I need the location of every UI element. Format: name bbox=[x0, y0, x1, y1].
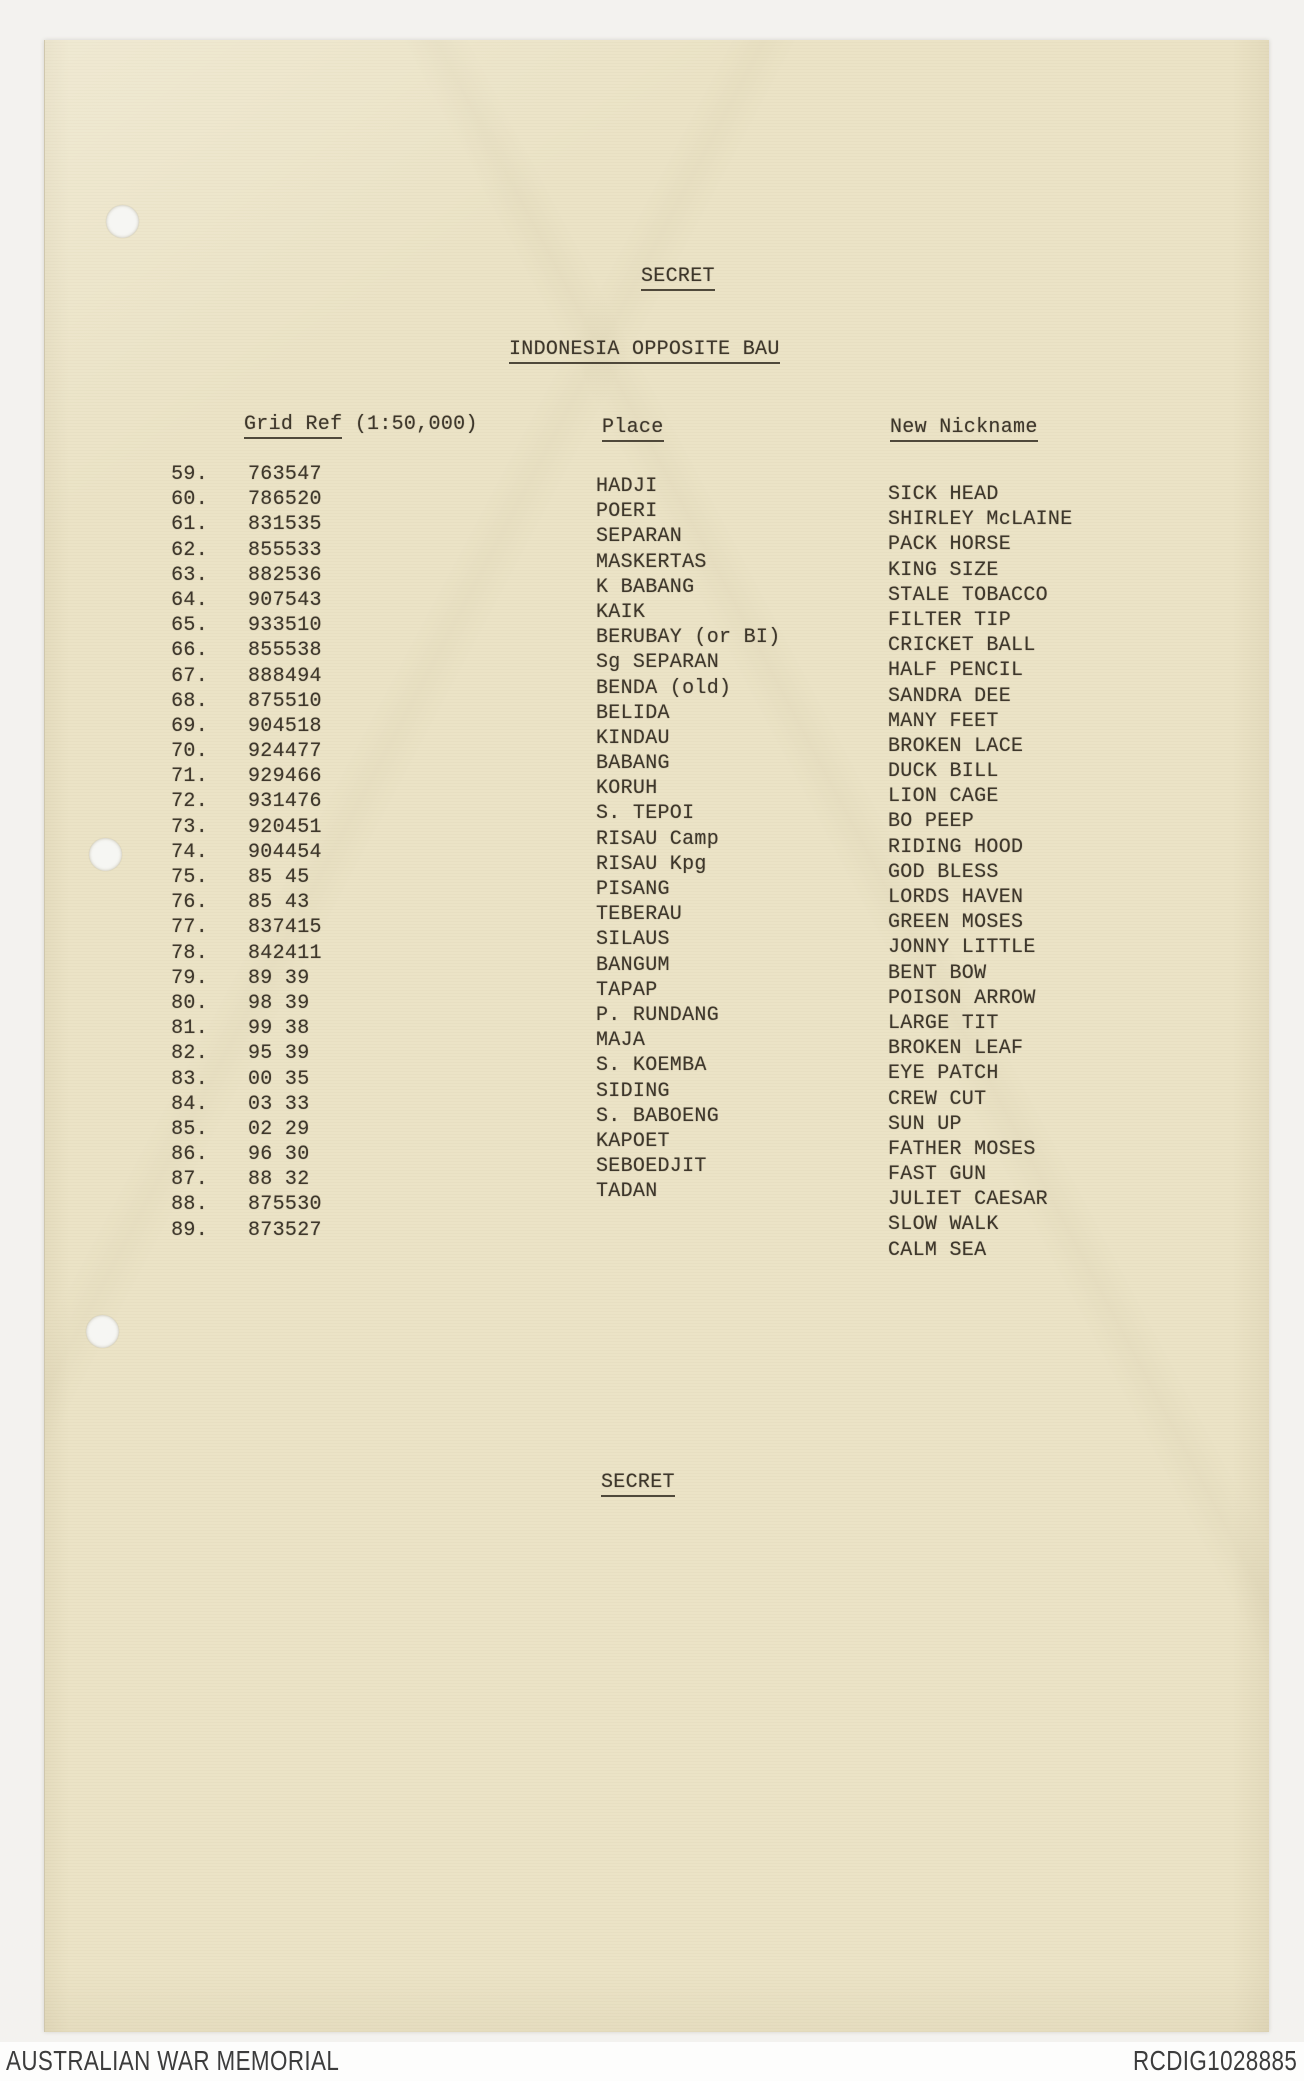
row-number: 71. bbox=[171, 765, 208, 789]
grid-ref-value: 904454 bbox=[248, 840, 322, 864]
row-number: 69. bbox=[171, 714, 208, 738]
grid-ref-value: 03 33 bbox=[248, 1092, 310, 1116]
place-name: MAJA bbox=[596, 1029, 646, 1053]
document-title-text: INDONESIA OPPOSITE BAU bbox=[509, 338, 780, 364]
nickname-value: LION CAGE bbox=[888, 785, 999, 809]
row-number: 62. bbox=[171, 538, 208, 562]
place-name: SIDING bbox=[596, 1079, 670, 1103]
nickname-value: CALM SEA bbox=[888, 1238, 987, 1262]
grid-ref-row bbox=[168, 789, 322, 814]
grid-ref-row bbox=[168, 1192, 322, 1217]
grid-ref-row bbox=[168, 764, 322, 789]
place-name: TADAN bbox=[596, 1180, 658, 1204]
nickname-value: GREEN MOSES bbox=[888, 911, 1024, 935]
grid-ref-value: 85 43 bbox=[248, 891, 310, 915]
nickname-value: SANDRA DEE bbox=[888, 684, 1012, 708]
record-id: RCDIG1028885 bbox=[1132, 2045, 1297, 2076]
column-header-grid-ref bbox=[244, 412, 478, 437]
grid-ref-value: 842411 bbox=[248, 941, 322, 965]
grid-ref-row bbox=[168, 739, 322, 764]
grid-ref-value: 96 30 bbox=[248, 1143, 310, 1167]
grid-ref-value: 02 29 bbox=[248, 1117, 310, 1141]
nickname-column bbox=[888, 482, 1073, 1263]
grid-ref-value: 89 39 bbox=[248, 966, 310, 990]
row-number: 63. bbox=[171, 563, 208, 587]
grid-ref-row bbox=[168, 1067, 322, 1092]
grid-ref-value: 85 45 bbox=[248, 866, 310, 889]
classification-top-text: SECRET bbox=[641, 265, 715, 291]
grid-ref-value: 00 35 bbox=[248, 1067, 310, 1091]
grid-ref-row bbox=[168, 538, 322, 563]
grid-ref-value: 873527 bbox=[248, 1218, 322, 1242]
punch-hole-top bbox=[106, 205, 139, 238]
grid-ref-row bbox=[168, 689, 322, 714]
place-header-label: Place bbox=[602, 416, 664, 442]
nickname-value: DUCK BILL bbox=[888, 760, 999, 784]
grid-ref-row bbox=[168, 915, 322, 940]
place-name: SEBOEDJIT bbox=[596, 1155, 707, 1179]
grid-ref-row bbox=[168, 1142, 322, 1167]
punch-hole-middle bbox=[89, 838, 122, 871]
row-number: 79. bbox=[171, 966, 208, 990]
grid-ref-row bbox=[168, 865, 322, 890]
nickname-header-label: New Nickname bbox=[890, 416, 1038, 442]
grid-ref-row bbox=[168, 890, 322, 915]
place-name: BABANG bbox=[596, 752, 670, 776]
nickname-value: MANY FEET bbox=[888, 709, 999, 733]
place-name: MASKERTAS bbox=[596, 550, 707, 574]
place-name: BERUBAY (or BI) bbox=[596, 626, 781, 650]
nickname-value: FAST GUN bbox=[888, 1163, 987, 1187]
nickname-value: RIDING HOOD bbox=[888, 835, 1024, 859]
grid-ref-row bbox=[168, 1016, 322, 1041]
place-name: BELIDA bbox=[596, 701, 670, 725]
grid-ref-value: 786520 bbox=[248, 488, 322, 512]
grid-ref-value: 904518 bbox=[248, 714, 322, 738]
row-number: 89. bbox=[171, 1218, 208, 1242]
grid-ref-row bbox=[168, 588, 322, 613]
row-number: 68. bbox=[171, 689, 208, 713]
grid-ref-row bbox=[168, 991, 322, 1016]
nickname-value: BO PEEP bbox=[888, 810, 975, 834]
classification-bottom bbox=[601, 1470, 675, 1495]
nickname-value: CRICKET BALL bbox=[888, 634, 1036, 658]
place-name: S. BABOENG bbox=[596, 1104, 720, 1128]
row-number: 70. bbox=[171, 740, 208, 764]
place-name: KORUH bbox=[596, 777, 658, 801]
nickname-value: BROKEN LEAF bbox=[888, 1037, 1024, 1061]
grid-ref-row bbox=[168, 1092, 322, 1117]
place-name: BENDA (old) bbox=[596, 676, 732, 700]
row-number: 73. bbox=[171, 815, 208, 839]
place-name: P. RUNDANG bbox=[596, 1003, 720, 1027]
row-number: 81. bbox=[171, 1017, 208, 1041]
row-number: 74. bbox=[171, 840, 208, 864]
grid-ref-row bbox=[168, 840, 322, 865]
place-name: KAPOET bbox=[596, 1129, 670, 1153]
place-name: POERI bbox=[596, 500, 658, 524]
place-name: Sg SEPARAN bbox=[596, 651, 720, 675]
place-column bbox=[596, 474, 781, 1204]
nickname-value: EYE PATCH bbox=[888, 1062, 999, 1086]
grid-ref-value: 95 39 bbox=[248, 1042, 310, 1066]
grid-ref-value: 875530 bbox=[248, 1193, 322, 1217]
punch-hole-bottom bbox=[86, 1315, 119, 1348]
row-number: 82. bbox=[171, 1042, 208, 1066]
nickname-value: BROKEN LACE bbox=[888, 734, 1024, 758]
nickname-value: SHIRLEY McLAINE bbox=[888, 508, 1073, 532]
row-number: 86. bbox=[171, 1143, 208, 1167]
grid-ref-value: 924477 bbox=[248, 740, 322, 764]
place-name: S. TEPOI bbox=[596, 802, 695, 826]
grid-ref-value: 929466 bbox=[248, 765, 322, 789]
row-number: 60. bbox=[171, 488, 208, 512]
nickname-value: JONNY LITTLE bbox=[888, 936, 1036, 960]
place-name: PISANG bbox=[596, 878, 670, 901]
grid-ref-header-label: Grid Ref bbox=[244, 413, 342, 439]
nickname-value: CREW CUT bbox=[888, 1087, 987, 1111]
paper-sheet bbox=[44, 40, 1269, 2032]
grid-ref-value: 88 32 bbox=[248, 1168, 310, 1192]
column-header-nickname bbox=[890, 415, 1038, 440]
grid-ref-row bbox=[168, 1041, 322, 1066]
row-number: 66. bbox=[171, 639, 208, 663]
place-name: TAPAP bbox=[596, 978, 658, 1002]
grid-ref-row bbox=[168, 664, 322, 689]
row-number: 59. bbox=[171, 463, 208, 486]
grid-ref-value: 99 38 bbox=[248, 1017, 310, 1041]
nickname-value: LARGE TIT bbox=[888, 1011, 999, 1035]
grid-ref-value: 933510 bbox=[248, 614, 322, 638]
row-number: 76. bbox=[171, 891, 208, 915]
grid-ref-scale-label: (1:50,000) bbox=[342, 413, 478, 436]
classification-bottom-text: SECRET bbox=[601, 1471, 675, 1497]
grid-ref-value: 98 39 bbox=[248, 991, 310, 1015]
place-name: HADJI bbox=[596, 475, 658, 498]
place-name: KINDAU bbox=[596, 726, 670, 750]
place-name: SILAUS bbox=[596, 928, 670, 952]
nickname-value: JULIET CAESAR bbox=[888, 1188, 1048, 1212]
nickname-value: BENT BOW bbox=[888, 961, 987, 985]
nickname-value: SLOW WALK bbox=[888, 1213, 999, 1237]
row-number: 75. bbox=[171, 866, 208, 889]
grid-ref-value: 763547 bbox=[248, 463, 322, 486]
nickname-value: STALE TOBACCO bbox=[888, 583, 1048, 607]
place-name: RISAU Kpg bbox=[596, 852, 707, 876]
grid-ref-column bbox=[168, 462, 322, 1243]
archive-name: AUSTRALIAN WAR MEMORIAL bbox=[6, 2045, 340, 2076]
row-number: 67. bbox=[171, 664, 208, 688]
grid-ref-value: 888494 bbox=[248, 664, 322, 688]
nickname-value: GOD BLESS bbox=[888, 860, 999, 884]
row-number: 61. bbox=[171, 513, 208, 537]
grid-ref-row bbox=[168, 714, 322, 739]
grid-ref-row bbox=[168, 512, 322, 537]
grid-ref-value: 875510 bbox=[248, 689, 322, 713]
place-name: KAIK bbox=[596, 600, 646, 624]
row-number: 78. bbox=[171, 941, 208, 965]
document-title bbox=[509, 337, 780, 362]
row-number: 65. bbox=[171, 614, 208, 638]
grid-ref-row bbox=[168, 563, 322, 588]
nickname-value: PACK HORSE bbox=[888, 533, 1012, 557]
row-number: 84. bbox=[171, 1092, 208, 1116]
grid-ref-row bbox=[168, 613, 322, 638]
row-number: 72. bbox=[171, 790, 208, 814]
row-number: 85. bbox=[171, 1117, 208, 1141]
column-header-place bbox=[602, 415, 664, 440]
nickname-value: HALF PENCIL bbox=[888, 659, 1024, 683]
grid-ref-value: 855533 bbox=[248, 538, 322, 562]
grid-ref-row bbox=[168, 815, 322, 840]
place-name: TEBERAU bbox=[596, 903, 683, 927]
row-number: 83. bbox=[171, 1067, 208, 1091]
grid-ref-value: 920451 bbox=[248, 815, 322, 839]
grid-ref-value: 837415 bbox=[248, 916, 322, 940]
grid-ref-row bbox=[168, 1218, 322, 1243]
nickname-value: SICK HEAD bbox=[888, 483, 999, 506]
row-number: 87. bbox=[171, 1168, 208, 1192]
grid-ref-row bbox=[168, 941, 322, 966]
grid-ref-row bbox=[168, 966, 322, 991]
archive-footer-bar bbox=[0, 2042, 1304, 2081]
grid-ref-value: 855538 bbox=[248, 639, 322, 663]
grid-ref-row bbox=[168, 1117, 322, 1142]
place-name: S. KOEMBA bbox=[596, 1054, 707, 1078]
row-number: 64. bbox=[171, 588, 208, 612]
nickname-value: FATHER MOSES bbox=[888, 1137, 1036, 1161]
grid-ref-value: 931476 bbox=[248, 790, 322, 814]
grid-ref-row bbox=[168, 638, 322, 663]
row-number: 80. bbox=[171, 991, 208, 1015]
nickname-value: KING SIZE bbox=[888, 558, 999, 582]
classification-top bbox=[641, 264, 715, 289]
place-name: RISAU Camp bbox=[596, 827, 720, 851]
place-name: BANGUM bbox=[596, 953, 670, 977]
nickname-value: SUN UP bbox=[888, 1112, 962, 1136]
grid-ref-value: 882536 bbox=[248, 563, 322, 587]
place-name: SEPARAN bbox=[596, 525, 683, 549]
row-number: 88. bbox=[171, 1193, 208, 1217]
place-name: K BABANG bbox=[596, 575, 695, 599]
nickname-value: FILTER TIP bbox=[888, 608, 1012, 632]
grid-ref-value: 831535 bbox=[248, 513, 322, 537]
grid-ref-row bbox=[168, 462, 322, 487]
grid-ref-row bbox=[168, 1167, 322, 1192]
row-number: 77. bbox=[171, 916, 208, 940]
grid-ref-value: 907543 bbox=[248, 588, 322, 612]
grid-ref-row bbox=[168, 487, 322, 512]
nickname-value: LORDS HAVEN bbox=[888, 886, 1024, 909]
nickname-value: POISON ARROW bbox=[888, 986, 1036, 1010]
